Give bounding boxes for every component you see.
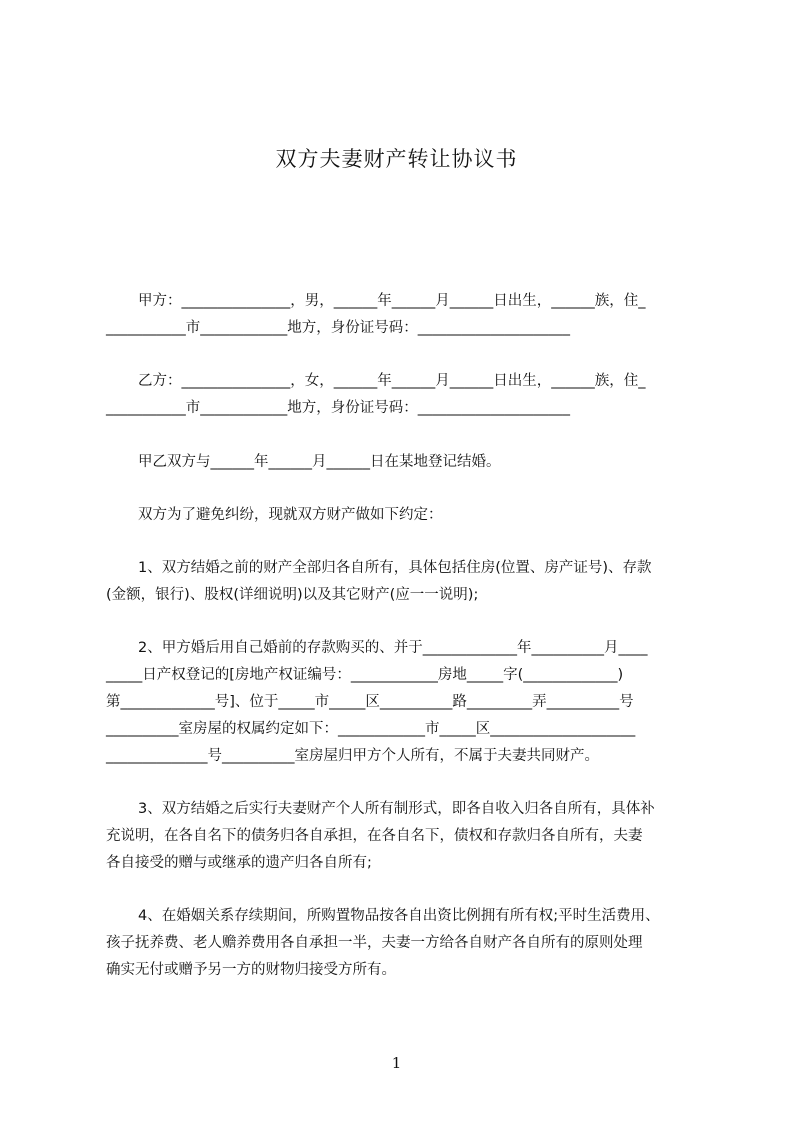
party-b-line-1: 乙方：_______________，女，______年______月______日出生，______族，住_ (138, 373, 646, 389)
clause-4-line-1: 4、在婚姻关系存续期间，所购置物品按各自出资比例拥有所有权;平时生活费用、 (138, 908, 660, 924)
marriage-registration-line: 甲乙双方与______年______月______日在某地登记结婚。 (138, 454, 501, 470)
party-a-line-1: 甲方：_______________，男，______年______月______日出生，______族，住_ (138, 293, 646, 309)
clause-4-line-2: 孩子抚养费、老人赡养费用各自承担一半，夫妻一方给各自财产各自所有的原则处理 (106, 935, 643, 951)
clause-2-line-1: 2、甲方婚后用自己婚前的存款购买的、并于_____________年__________月____ (138, 640, 648, 656)
clause-1-line-2: (金额，银行)、股权(详细说明)以及其它财产(应一一说明); (106, 587, 479, 603)
party-a-line-2: ___________市____________地方，身份证号码：_____________________ (106, 320, 570, 336)
clause-3-line-3: 各自接受的赠与或继承的遗产归各自所有; (106, 855, 372, 871)
document-title: 双方夫妻财产转让协议书 (275, 147, 518, 171)
clause-3-line-2: 充说明，在各自名下的债务归各自承担，在各自名下，债权和存款归各自所有，夫妻 (106, 828, 643, 844)
clause-2-line-3: 第_____________号]、位于_____市_____区__________路_________弄__________号 (106, 694, 634, 710)
clause-2-line-5: ______________号__________室房屋归甲方个人所有，不属于夫妻共同财产。 (106, 748, 599, 764)
agreement-preamble: 双方为了避免纠纷，现就双方财产做如下约定： (138, 507, 443, 523)
clause-4-line-3: 确实无付或赠予另一方的财物归接受方所有。 (106, 962, 396, 978)
clause-2-line-4: __________室房屋的权属约定如下：____________市_____区____________________ (106, 721, 636, 737)
clause-1-line-1: 1、双方结婚之前的财产全部归各自所有，具体包括住房(位置、房产证号)、存款 (138, 560, 652, 576)
clause-3-line-1: 3、双方结婚之后实行夫妻财产个人所有制形式，即各自收入归各自所有，具体补 (138, 801, 655, 817)
party-b-line-2: ___________市____________地方，身份证号码：_____________________ (106, 400, 570, 416)
page-number: 1 (391, 1054, 402, 1072)
clause-2-line-2: _____日产权登记的[房地产权证编号：____________房地_____字(_____________) (106, 667, 624, 683)
